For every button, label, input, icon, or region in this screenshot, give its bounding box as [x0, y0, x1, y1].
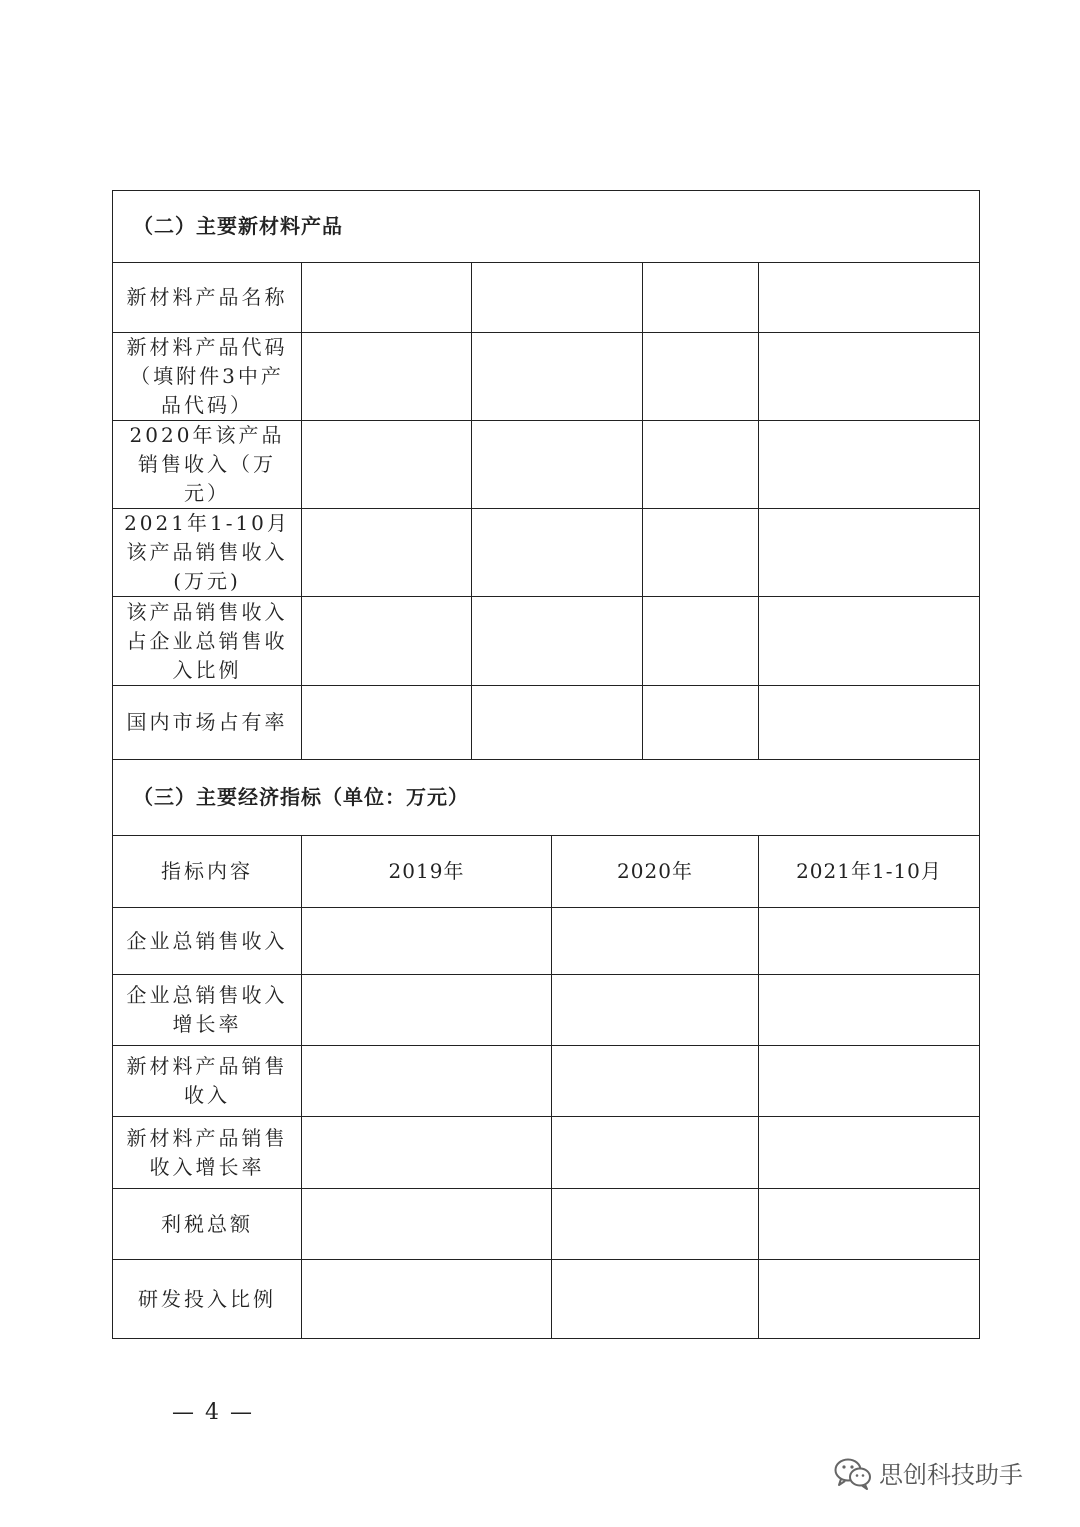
- input-cell[interactable]: [302, 975, 552, 1046]
- row-label-2021-revenue: 2021年1-10月该产品销售收入(万元): [113, 509, 302, 597]
- input-cell[interactable]: [472, 597, 643, 686]
- input-cell[interactable]: [643, 597, 759, 686]
- header-year-2021: 2021年1-10月: [759, 836, 980, 908]
- input-cell[interactable]: [552, 1189, 759, 1260]
- input-cell[interactable]: [759, 597, 980, 686]
- input-cell[interactable]: [472, 509, 643, 597]
- application-form-table: [112, 190, 980, 1339]
- input-cell[interactable]: [302, 597, 472, 686]
- input-cell[interactable]: [302, 421, 472, 509]
- input-cell[interactable]: [472, 263, 643, 333]
- watermark: [833, 1455, 1023, 1490]
- row-label-new-material-revenue: 新材料产品销售收入: [113, 1046, 302, 1117]
- input-cell[interactable]: [472, 333, 643, 421]
- input-cell[interactable]: [552, 908, 759, 975]
- input-cell[interactable]: [759, 263, 980, 333]
- input-cell[interactable]: [302, 263, 472, 333]
- section-3-title: （三）主要经济指标（单位：万元）: [113, 760, 980, 836]
- input-cell[interactable]: [643, 263, 759, 333]
- input-cell[interactable]: [643, 509, 759, 597]
- input-cell[interactable]: [643, 686, 759, 760]
- input-cell[interactable]: [759, 686, 980, 760]
- input-cell[interactable]: [302, 509, 472, 597]
- row-label-profit-tax: 利税总额: [113, 1189, 302, 1260]
- input-cell[interactable]: [302, 1189, 552, 1260]
- input-cell[interactable]: [552, 1046, 759, 1117]
- input-cell[interactable]: [552, 1117, 759, 1189]
- row-label-market-share: 国内市场占有率: [113, 686, 302, 760]
- input-cell[interactable]: [472, 686, 643, 760]
- input-cell[interactable]: [302, 1260, 552, 1339]
- page-number: — 4 —: [172, 1400, 254, 1425]
- header-year-2020: 2020年: [552, 836, 759, 908]
- row-label-revenue-share: 该产品销售收入占企业总销售收入比例: [113, 597, 302, 686]
- input-cell[interactable]: [759, 421, 980, 509]
- input-cell[interactable]: [643, 333, 759, 421]
- watermark-text: 思创科技助手: [879, 1461, 1023, 1489]
- input-cell[interactable]: [759, 1260, 980, 1339]
- input-cell[interactable]: [759, 908, 980, 975]
- input-cell[interactable]: [759, 1046, 980, 1117]
- input-cell[interactable]: [302, 1117, 552, 1189]
- input-cell[interactable]: [302, 908, 552, 975]
- input-cell[interactable]: [302, 333, 472, 421]
- row-label-product-code: 新材料产品代码（填附件3中产品代码）: [113, 333, 302, 421]
- row-label-total-revenue: 企业总销售收入: [113, 908, 302, 975]
- input-cell[interactable]: [759, 1189, 980, 1260]
- input-cell[interactable]: [643, 421, 759, 509]
- input-cell[interactable]: [552, 1260, 759, 1339]
- row-label-product-name: 新材料产品名称: [113, 263, 302, 333]
- input-cell[interactable]: [552, 975, 759, 1046]
- row-label-2020-revenue: 2020年该产品销售收入（万元）: [113, 421, 302, 509]
- wechat-icon: [833, 1456, 873, 1490]
- row-label-rd-ratio: 研发投入比例: [113, 1260, 302, 1339]
- header-indicator-label: 指标内容: [113, 836, 302, 908]
- row-label-new-material-growth: 新材料产品销售收入增长率: [113, 1117, 302, 1189]
- input-cell[interactable]: [302, 686, 472, 760]
- input-cell[interactable]: [302, 1046, 552, 1117]
- header-year-2019: 2019年: [302, 836, 552, 908]
- input-cell[interactable]: [759, 509, 980, 597]
- section-2-title: （二）主要新材料产品: [113, 191, 980, 263]
- input-cell[interactable]: [472, 421, 643, 509]
- input-cell[interactable]: [759, 1117, 980, 1189]
- input-cell[interactable]: [759, 333, 980, 421]
- row-label-revenue-growth: 企业总销售收入增长率: [113, 975, 302, 1046]
- input-cell[interactable]: [759, 975, 980, 1046]
